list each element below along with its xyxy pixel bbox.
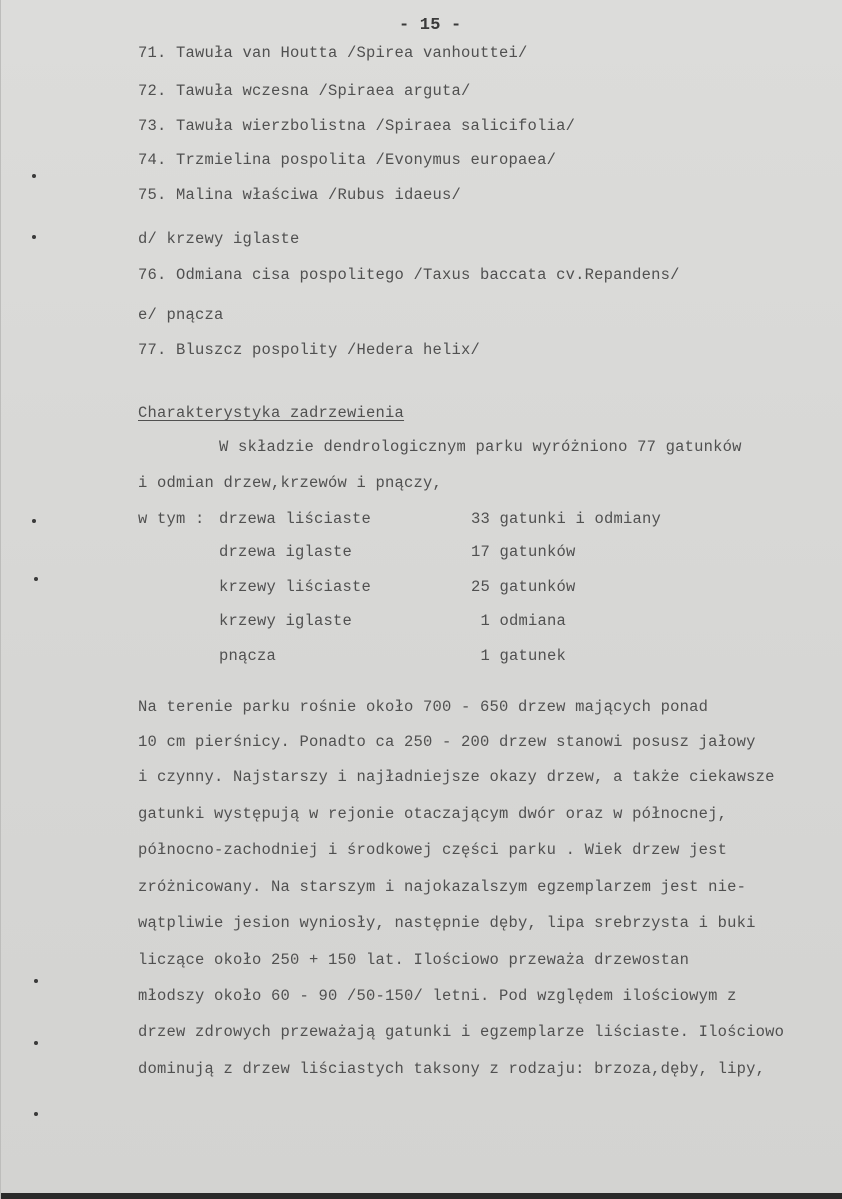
paragraph-line: wątpliwie jesion wyniosły, następnie dęby, lipa srebrzysta i buki bbox=[138, 914, 756, 932]
list-item: 75. Malina właściwa /Rubus idaeus/ bbox=[138, 186, 462, 204]
margin-mark bbox=[32, 519, 36, 523]
list-item: 77. Bluszcz pospolity /Hedera helix/ bbox=[138, 341, 481, 359]
paragraph-line: gatunki występują w rejonie otaczającym dwór oraz w północnej, bbox=[138, 805, 728, 823]
paragraph-line: Na terenie parku rośnie około 700 - 650 drzew mających ponad bbox=[138, 698, 709, 716]
list-item: 71. Tawuła van Houtta /Spirea vanhouttei/ bbox=[138, 44, 528, 62]
table-row-label: krzewy liściaste bbox=[219, 578, 372, 596]
list-item: 72. Tawuła wczesna /Spiraea arguta/ bbox=[138, 82, 471, 100]
paragraph-line: młodszy około 60 - 90 /50-150/ letni. Pod względem ilościowym z bbox=[138, 987, 737, 1005]
table-row-value: 1 gatunek bbox=[471, 647, 567, 665]
list-item: 73. Tawuła wierzbolistna /Spiraea salicifolia/ bbox=[138, 117, 576, 135]
section-e-heading: e/ pnącza bbox=[138, 306, 224, 324]
table-prefix: w tym : bbox=[138, 510, 205, 528]
section-d-heading: d/ krzewy iglaste bbox=[138, 230, 300, 248]
table-row-label: drzewa iglaste bbox=[219, 543, 353, 561]
margin-mark bbox=[32, 235, 36, 239]
paragraph-line: drzew zdrowych przeważają gatunki i egzemplarze liściaste. Ilościowo bbox=[138, 1023, 785, 1041]
list-item: 76. Odmiana cisa pospolitego /Taxus baccata cv.Repandens/ bbox=[138, 266, 680, 284]
intro-line: i odmian drzew,krzewów i pnączy, bbox=[138, 474, 443, 492]
list-item: 74. Trzmielina pospolita /Evonymus europaea/ bbox=[138, 151, 557, 169]
paragraph-line: północno-zachodniej i środkowej części parku . Wiek drzew jest bbox=[138, 841, 728, 859]
scan-bottom-edge bbox=[1, 1193, 842, 1199]
paragraph-line: i czynny. Najstarszy i najładniejsze okazy drzew, a także ciekawsze bbox=[138, 768, 775, 786]
margin-mark bbox=[34, 1112, 38, 1116]
table-row-label: pnącza bbox=[219, 647, 277, 665]
table-row-value: 17 gatunków bbox=[471, 543, 576, 561]
margin-mark bbox=[32, 174, 36, 178]
table-row-value: 25 gatunków bbox=[471, 578, 576, 596]
section-heading: Charakterystyka zadrzewienia bbox=[138, 404, 405, 422]
intro-line: W składzie dendrologicznym parku wyróżniono 77 gatunków bbox=[219, 438, 742, 456]
margin-mark bbox=[34, 979, 38, 983]
paragraph-line: zróżnicowany. Na starszym i najokazalszym egzemplarzem jest nie- bbox=[138, 878, 747, 896]
paragraph-line: 10 cm pierśnicy. Ponadto ca 250 - 200 drzew stanowi posusz jałowy bbox=[138, 733, 756, 751]
margin-mark bbox=[34, 577, 38, 581]
table-row-label: drzewa liściaste bbox=[219, 510, 372, 528]
page-number: - 15 - bbox=[399, 16, 462, 35]
table-row-value: 1 odmiana bbox=[471, 612, 567, 630]
table-row-label: krzewy iglaste bbox=[219, 612, 353, 630]
paragraph-line: dominują z drzew liściastych taksony z rodzaju: brzoza,dęby, lipy, bbox=[138, 1060, 766, 1078]
paragraph-line: liczące około 250 + 150 lat. Ilościowo przeważa drzewostan bbox=[138, 951, 690, 969]
margin-mark bbox=[34, 1041, 38, 1045]
table-row-value: 33 gatunki i odmiany bbox=[471, 510, 662, 528]
